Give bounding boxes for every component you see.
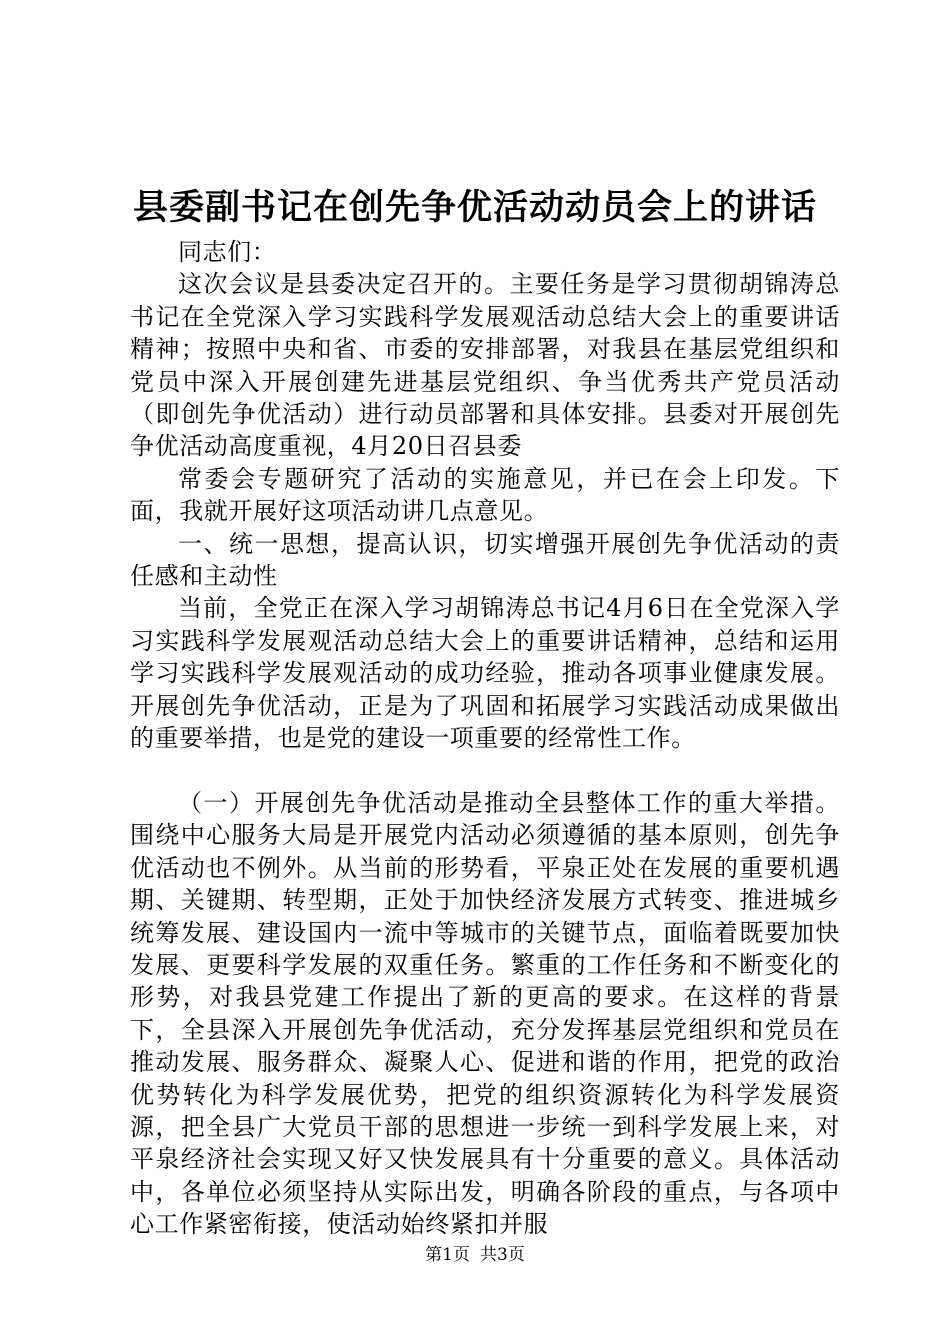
- salutation-paragraph: 同志们：: [178, 238, 277, 266]
- document-body: [130, 236, 840, 1241]
- context-paragraph: 当前，全党正在深入学习胡锦涛总书记4月6日在全党深入学习实践科学发展观活动总结大会上的重要讲话精神，总结和运用学习实践科学发展观活动的成功经验，推动各项事业健康发展。开展创先争优活动，正是为了巩固和拓展学习实践活动成果做出的重要举措，也是党的建设一项重要的经常性工作。: [130, 594, 840, 753]
- subsection-paragraph-1: （一）开展创先争优活动是推动全县整体工作的重大举措。围绕中心服务大局是开展党内活动必须遵循的基本原则，创先争优活动也不例外。从当前的形势看，平泉正处在发展的重要机遇期、关键期、转型期，正处于加快经济发展方式转变、推进城乡统筹发展、建设国内一流中等城市的关键节点，面临着既要加快发展、更要科学发展的双重任务。繁重的工作任务和不断变化的形势，对我县党建工作提出了新的更高的要求。在这样的背景下，全县深入开展创先争优活动，充分发挥基层党组织和党员在推动发展、服务群众、凝聚人心、促进和谐的作用，把党的政治优势转化为科学发展优势，把党的组织资源转化为科学发展资源，把全县广大党员干部的思想进一步统一到科学发展上来，对平泉经济社会实现又好又快发展具有十分重要的意义。具体活动中，各单位必须坚持从实际出发，明确各阶段的重点，与各项中心工作紧密衔接，使活动始终紧扣并服: [130, 788, 840, 1239]
- intro-continuation-paragraph: 常委会专题研究了活动的实施意见，并已在会上印发。下面，我就开展好这项活动讲几点意见。: [130, 464, 840, 526]
- intro-paragraph: 这次会议是县委决定召开的。主要任务是学习贯彻胡锦涛总书记在全党深入学习实践科学发展观活动总结大会上的重要讲话精神；按照中央和省、市委的安排部署，对我县在基层党组织和党员中深入开展创建先进基层党组织、争当优秀共产党员活动（即创先争优活动）进行动员部署和具体安排。县委对开展创先争优活动高度重视，4月20日召县委: [130, 270, 840, 461]
- document-title: 县委副书记在创先争优活动动员会上的讲话: [132, 188, 817, 228]
- page-footer: [0, 1244, 950, 1266]
- page-number: 第1页: [425, 1245, 470, 1265]
- section-heading-1: 一、统一思想，提高认识，切实增强开展创先争优活动的责任感和主动性: [130, 529, 840, 591]
- page-total: 共3页: [480, 1245, 525, 1265]
